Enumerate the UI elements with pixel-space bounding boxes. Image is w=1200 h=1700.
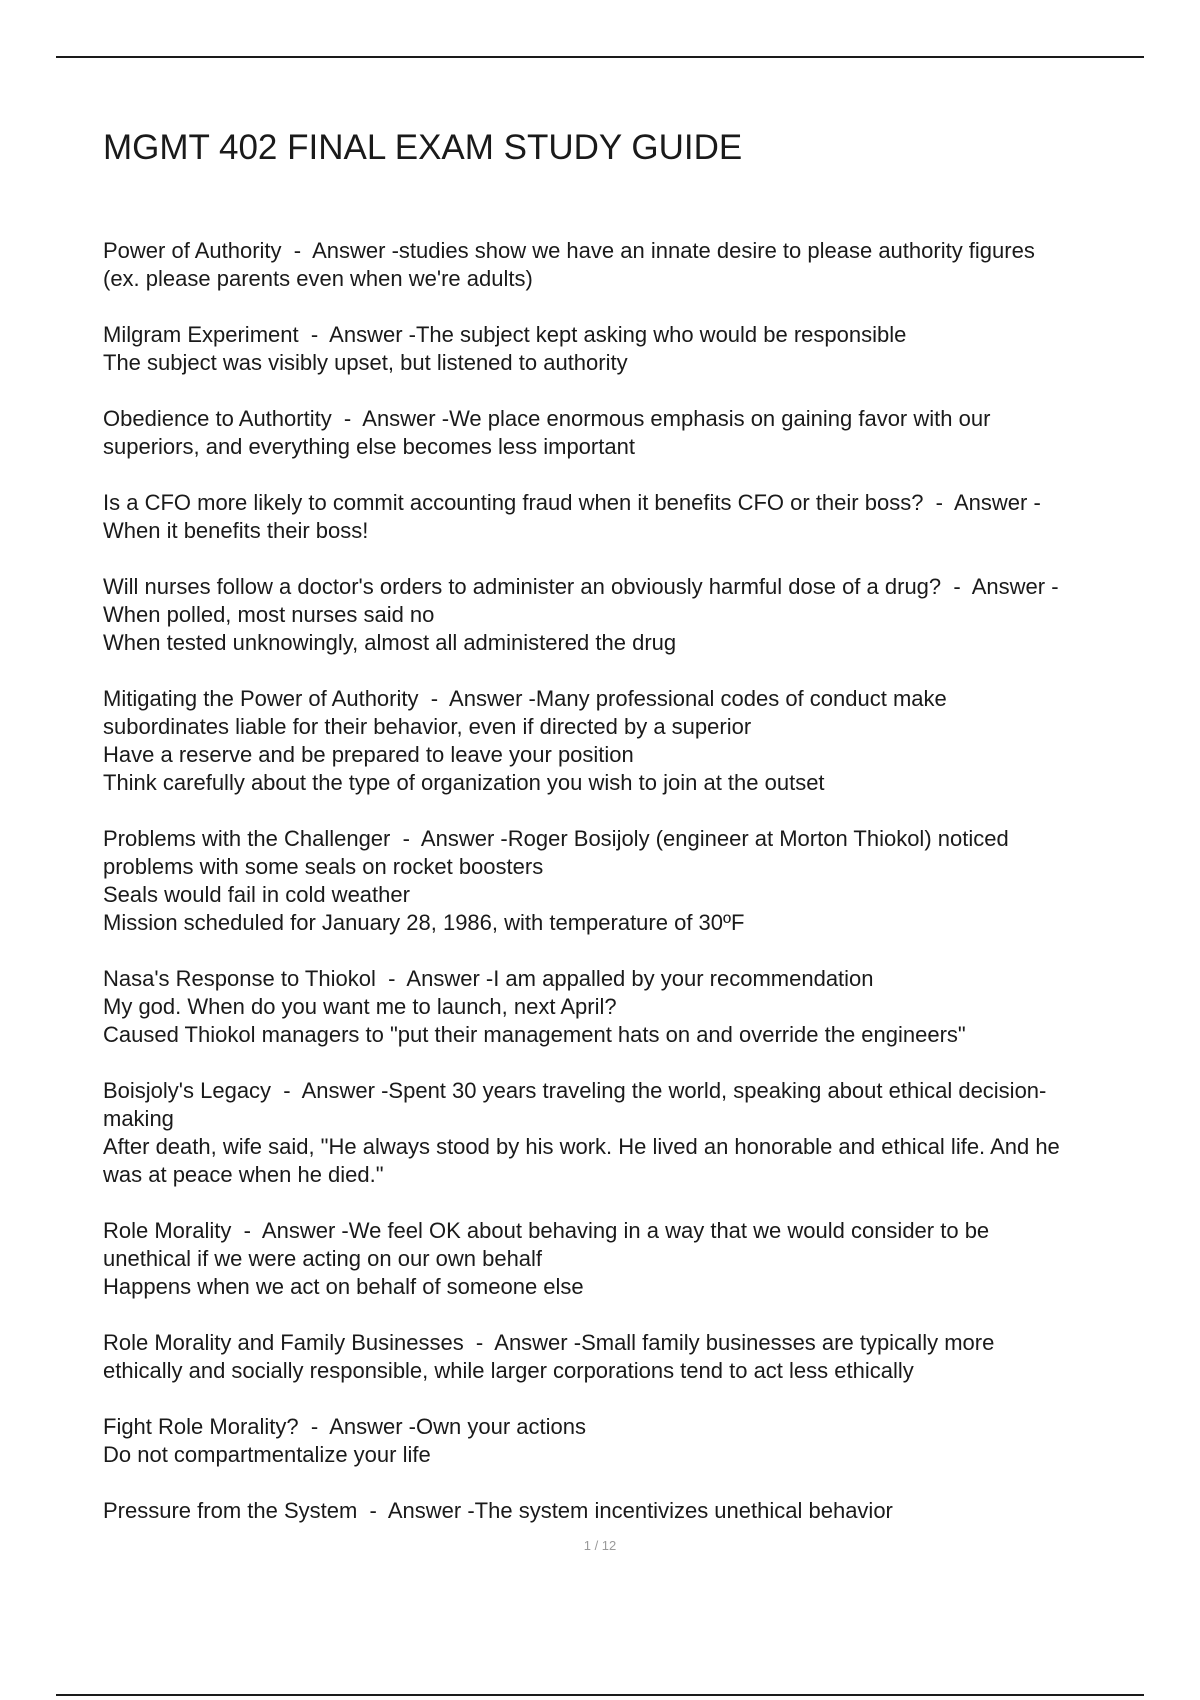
flashcard-4 [103, 489, 1165, 545]
flashcard-term: Mitigating the Power of Authority [103, 686, 419, 711]
flashcard-answer-line: My god. When do you want me to launch, next April? [103, 994, 617, 1019]
flashcard-13 [103, 1497, 1165, 1525]
flashcard-answer: I am appalled by your recommendation [493, 966, 874, 991]
flashcard-answer: We place enormous emphasis on gaining favor with our [449, 406, 991, 431]
flashcard-5 [103, 573, 1165, 657]
answer-separator: - Answer - [281, 238, 399, 263]
flashcard-answer: Own your actions [416, 1414, 586, 1439]
flashcard-answer: Small family businesses are typically more [581, 1330, 995, 1355]
flashcard-term: Problems with the Challenger [103, 826, 391, 851]
flashcard-answer-line: Do not compartmentalize your life [103, 1442, 431, 1467]
bottom-rule [56, 1694, 1144, 1696]
flashcard-term: Role Morality and Family Businesses [103, 1330, 464, 1355]
answer-separator: - Answer - [390, 826, 508, 851]
flashcard-first-line [103, 573, 1165, 601]
flashcard-answer: Spent 30 years traveling the world, speaking about ethical decision- [388, 1078, 1047, 1103]
flashcard-first-line [103, 965, 1165, 993]
flashcard-term: Milgram Experiment [103, 322, 299, 347]
flashcard-10 [103, 1217, 1165, 1301]
flashcard-term: Is a CFO more likely to commit accounting fraud when it benefits CFO or their boss? [103, 490, 924, 515]
flashcard-answer-line: After death, wife said, "He always stood by his work. He lived an honorable and ethical life. And he [103, 1134, 1060, 1159]
flashcard-answer-line: Think carefully about the type of organization you wish to join at the outset [103, 770, 825, 795]
answer-separator: - Answer - [941, 574, 1059, 599]
flashcard-answer-line: Happens when we act on behalf of someone else [103, 1274, 584, 1299]
flashcard-answer-line: (ex. please parents even when we're adults) [103, 266, 533, 291]
flashcard-first-line [103, 237, 1165, 265]
flashcard-first-line [103, 321, 1165, 349]
document-title: MGMT 402 FINAL EXAM STUDY GUIDE [103, 128, 743, 167]
flashcard-6 [103, 685, 1165, 797]
flashcard-first-line [103, 405, 1165, 433]
flashcard-term: Fight Role Morality? [103, 1414, 299, 1439]
answer-separator: - Answer - [231, 1218, 349, 1243]
flashcard-term: Nasa's Response to Thiokol [103, 966, 376, 991]
flashcard-term: Obedience to Authortity [103, 406, 332, 431]
flashcard-answer: The subject kept asking who would be responsible [415, 322, 907, 347]
flashcard-term: Role Morality [103, 1218, 232, 1243]
flashcard-list [103, 237, 1165, 1553]
flashcard-answer-line: making [103, 1106, 174, 1131]
flashcard-answer-line: Caused Thiokol managers to "put their management hats on and override the engineers" [103, 1022, 966, 1047]
answer-separator: - Answer - [375, 966, 494, 991]
flashcard-answer-line: Seals would fail in cold weather [103, 882, 410, 907]
flashcard-answer: Roger Bosijoly (engineer at Morton Thiokol) noticed [507, 826, 1009, 851]
flashcard-answer: We feel OK about behaving in a way that we would consider to be [348, 1218, 990, 1243]
flashcard-first-line [103, 1329, 1165, 1357]
answer-separator: - Answer - [298, 1414, 416, 1439]
flashcard-first-line [103, 685, 1165, 713]
flashcard-term: Power of Authority [103, 238, 282, 263]
answer-separator: - Answer - [298, 322, 416, 347]
page-number: 1 / 12 [583, 1538, 617, 1553]
flashcard-term: Boisjoly's Legacy [103, 1078, 272, 1103]
flashcard-12 [103, 1413, 1165, 1469]
flashcard-answer-line: superiors, and everything else becomes less important [103, 434, 635, 459]
flashcard-answer: studies show we have an innate desire to please authority figures [398, 238, 1035, 263]
flashcard-answer-line: ethically and socially responsible, while larger corporations tend to act less ethically [103, 1358, 914, 1383]
flashcard-first-line [103, 1217, 1165, 1245]
flashcard-first-line [103, 1497, 1165, 1525]
flashcard-term: Pressure from the System [103, 1498, 358, 1523]
flashcard-3 [103, 405, 1165, 461]
flashcard-answer-line: subordinates liable for their behavior, even if directed by a superior [103, 714, 752, 739]
answer-separator: - Answer - [357, 1498, 475, 1523]
flashcard-answer: The system incentivizes unethical behavior [474, 1498, 893, 1523]
flashcard-first-line [103, 489, 1165, 517]
flashcard-answer-line: When tested unknowingly, almost all administered the drug [103, 630, 677, 655]
flashcard-1 [103, 237, 1165, 293]
flashcard-9 [103, 1077, 1165, 1189]
flashcard-answer-line: was at peace when he died." [103, 1162, 384, 1187]
flashcard-term: Will nurses follow a doctor's orders to administer an obviously harmful dose of a drug? [103, 574, 942, 599]
flashcard-answer-line: unethical if we were acting on our own behalf [103, 1246, 543, 1271]
answer-separator: - Answer - [463, 1330, 582, 1355]
flashcard-answer-line: When it benefits their boss! [103, 518, 369, 543]
answer-separator: - Answer - [418, 686, 536, 711]
flashcard-2 [103, 321, 1165, 377]
flashcard-first-line [103, 825, 1165, 853]
flashcard-7 [103, 825, 1165, 937]
flashcard-answer-line: The subject was visibly upset, but listened to authority [103, 350, 628, 375]
flashcard-answer: Many professional codes of conduct make [535, 686, 947, 711]
flashcard-first-line [103, 1413, 1165, 1441]
flashcard-8 [103, 965, 1165, 1049]
flashcard-answer-line: problems with some seals on rocket boosters [103, 854, 544, 879]
top-rule [56, 56, 1144, 58]
flashcard-answer-line: When polled, most nurses said no [103, 602, 435, 627]
answer-separator: - Answer - [271, 1078, 389, 1103]
flashcard-11 [103, 1329, 1165, 1385]
answer-separator: - Answer - [923, 490, 1041, 515]
flashcard-answer-line: Have a reserve and be prepared to leave your position [103, 742, 634, 767]
flashcard-first-line [103, 1077, 1165, 1105]
answer-separator: - Answer - [331, 406, 450, 431]
flashcard-answer-line: Mission scheduled for January 28, 1986, with temperature of 30ºF [103, 910, 745, 935]
